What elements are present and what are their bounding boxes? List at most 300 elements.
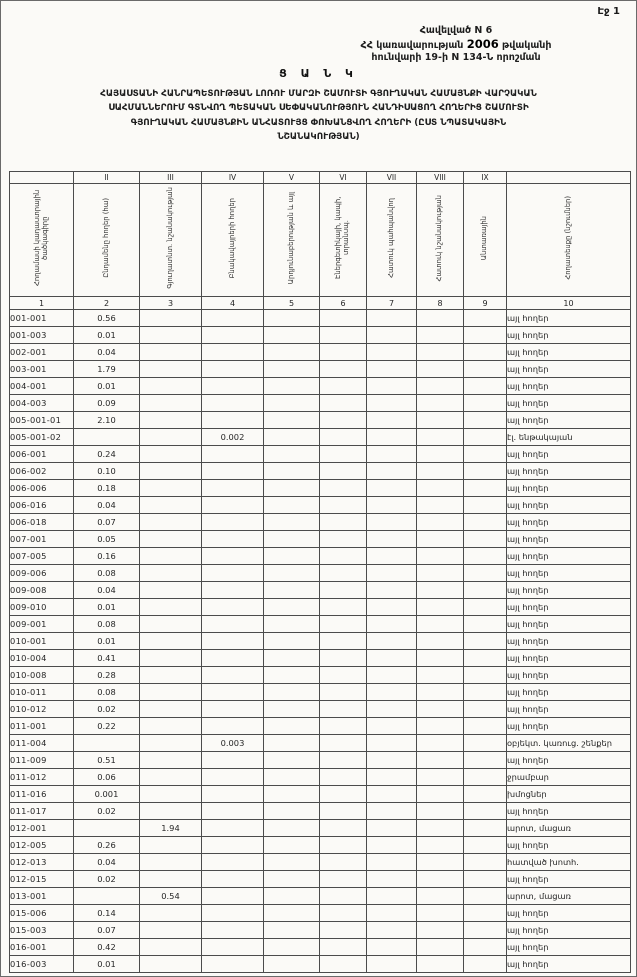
land-use-cell: այլ հողեր xyxy=(507,531,631,548)
area-value-cell xyxy=(140,412,202,429)
area-value-cell: 0.26 xyxy=(74,837,140,854)
area-value-cell xyxy=(464,327,507,344)
area-value-cell xyxy=(202,480,264,497)
area-value-cell xyxy=(417,497,464,514)
appendix-line: Հավելված N 6 xyxy=(419,25,493,36)
area-value-cell xyxy=(464,480,507,497)
area-value-cell xyxy=(367,718,417,735)
land-use-cell: այլ հողեր xyxy=(507,939,631,956)
area-value-cell xyxy=(417,531,464,548)
gov-line-post: թվականի xyxy=(502,39,552,51)
area-value-cell xyxy=(367,616,417,633)
column-header-cell xyxy=(202,184,264,297)
cadastral-code-cell: 015-006 xyxy=(10,905,74,922)
area-value-cell xyxy=(367,752,417,769)
area-value-cell xyxy=(140,871,202,888)
area-value-cell xyxy=(417,310,464,327)
area-value-cell xyxy=(140,429,202,446)
area-value-cell xyxy=(464,310,507,327)
land-use-cell: օբյեկտ. կառուց. շենքեր xyxy=(507,735,631,752)
area-value-cell xyxy=(202,684,264,701)
table-row xyxy=(10,820,631,837)
area-value-cell xyxy=(464,684,507,701)
table-row xyxy=(10,837,631,854)
area-value-cell xyxy=(320,463,367,480)
area-value-cell xyxy=(464,463,507,480)
land-use-cell: այլ հողեր xyxy=(507,922,631,939)
cadastral-code-cell: 004-003 xyxy=(10,395,74,412)
area-value-cell xyxy=(264,956,320,973)
column-header-cell xyxy=(74,184,140,297)
column-header-cell xyxy=(10,184,74,297)
area-value-cell xyxy=(320,888,367,905)
roman-numeral-cell: V xyxy=(264,172,320,184)
area-value-cell xyxy=(320,497,367,514)
table-row xyxy=(10,854,631,871)
area-value-cell: 0.09 xyxy=(74,395,140,412)
land-use-cell: էլ. ենթակայան xyxy=(507,429,631,446)
area-value-cell xyxy=(140,395,202,412)
area-value-cell xyxy=(140,854,202,871)
area-value-cell xyxy=(464,531,507,548)
area-value-cell xyxy=(417,395,464,412)
land-use-cell: այլ հողեր xyxy=(507,616,631,633)
area-value-cell xyxy=(264,429,320,446)
area-value-cell xyxy=(320,327,367,344)
column-header-label: Արդյունաբերության և այլ xyxy=(286,191,295,285)
area-value-cell xyxy=(140,786,202,803)
cadastral-code-cell: 011-016 xyxy=(10,786,74,803)
area-value-cell xyxy=(264,735,320,752)
column-header-label: Բնակավայրերի հողեր xyxy=(227,197,236,279)
land-use-cell: այլ հողեր xyxy=(507,650,631,667)
cadastral-code-cell: 009-006 xyxy=(10,565,74,582)
area-value-cell: 0.22 xyxy=(74,718,140,735)
area-value-cell xyxy=(264,854,320,871)
area-value-cell xyxy=(320,633,367,650)
area-value-cell xyxy=(74,735,140,752)
cadastral-code-cell: 011-009 xyxy=(10,752,74,769)
area-value-cell xyxy=(140,667,202,684)
area-value-cell xyxy=(140,463,202,480)
area-value-cell xyxy=(202,395,264,412)
area-value-cell xyxy=(367,888,417,905)
area-value-cell: 0.08 xyxy=(74,616,140,633)
area-value-cell xyxy=(320,531,367,548)
table-row xyxy=(10,412,631,429)
cadastral-code-cell: 016-001 xyxy=(10,939,74,956)
land-use-cell: այլ հողեր xyxy=(507,565,631,582)
land-use-cell: այլ հողեր xyxy=(507,395,631,412)
area-value-cell xyxy=(264,378,320,395)
area-value-cell xyxy=(417,837,464,854)
cadastral-code-cell: 003-001 xyxy=(10,361,74,378)
table-row xyxy=(10,939,631,956)
area-value-cell xyxy=(320,616,367,633)
area-value-cell xyxy=(140,599,202,616)
area-value-cell xyxy=(464,548,507,565)
area-value-cell xyxy=(417,650,464,667)
land-use-cell: այլ հողեր xyxy=(507,344,631,361)
area-value-cell xyxy=(367,854,417,871)
cadastral-code-cell: 012-001 xyxy=(10,820,74,837)
area-value-cell xyxy=(464,803,507,820)
area-value-cell: 0.04 xyxy=(74,854,140,871)
cadastral-code-cell: 012-013 xyxy=(10,854,74,871)
area-value-cell: 0.41 xyxy=(74,650,140,667)
table-row xyxy=(10,531,631,548)
cadastral-code-cell: 012-005 xyxy=(10,837,74,854)
area-value-cell xyxy=(202,667,264,684)
area-value-cell xyxy=(417,480,464,497)
area-value-cell xyxy=(202,803,264,820)
area-value-cell xyxy=(202,497,264,514)
area-value-cell xyxy=(140,344,202,361)
area-value-cell xyxy=(264,922,320,939)
area-value-cell xyxy=(202,412,264,429)
area-value-cell xyxy=(264,650,320,667)
column-header-cell xyxy=(264,184,320,297)
cadastral-code-cell: 013-001 xyxy=(10,888,74,905)
area-value-cell xyxy=(140,327,202,344)
area-value-cell xyxy=(367,939,417,956)
area-value-cell xyxy=(202,582,264,599)
area-value-cell xyxy=(264,803,320,820)
area-value-cell xyxy=(320,344,367,361)
area-value-cell xyxy=(264,361,320,378)
area-value-cell xyxy=(202,820,264,837)
area-value-cell xyxy=(367,905,417,922)
area-value-cell xyxy=(464,599,507,616)
area-value-cell xyxy=(140,701,202,718)
area-value-cell xyxy=(264,871,320,888)
area-value-cell xyxy=(140,718,202,735)
area-value-cell: 0.28 xyxy=(74,667,140,684)
table-row xyxy=(10,633,631,650)
area-value-cell xyxy=(202,514,264,531)
area-value-cell xyxy=(417,599,464,616)
area-value-cell xyxy=(320,820,367,837)
area-value-cell xyxy=(320,480,367,497)
area-value-cell xyxy=(264,599,320,616)
area-value-cell xyxy=(417,633,464,650)
area-value-cell: 0.02 xyxy=(74,803,140,820)
land-use-cell: այլ հողեր xyxy=(507,327,631,344)
column-header-label: Հողամասի կադաստրային ծածկագիրը xyxy=(32,189,49,287)
area-value-cell xyxy=(320,871,367,888)
area-value-cell xyxy=(464,514,507,531)
roman-numeral-cell: VII xyxy=(367,172,417,184)
area-value-cell xyxy=(140,565,202,582)
cadastral-code-cell: 002-001 xyxy=(10,344,74,361)
area-value-cell xyxy=(464,667,507,684)
area-value-cell: 0.003 xyxy=(202,735,264,752)
cadastral-code-cell: 011-012 xyxy=(10,769,74,786)
area-value-cell xyxy=(202,548,264,565)
cadastral-code-cell: 004-001 xyxy=(10,378,74,395)
cadastral-code-cell: 006-002 xyxy=(10,463,74,480)
table-row xyxy=(10,429,631,446)
area-value-cell xyxy=(367,735,417,752)
table-row xyxy=(10,803,631,820)
column-header-label: Հատուկ նշանակության xyxy=(435,194,444,282)
land-use-cell: այլ հողեր xyxy=(507,633,631,650)
area-value-cell xyxy=(464,752,507,769)
area-value-cell xyxy=(464,395,507,412)
area-value-cell xyxy=(417,871,464,888)
area-value-cell: 1.79 xyxy=(74,361,140,378)
table-row xyxy=(10,888,631,905)
area-value-cell xyxy=(367,837,417,854)
area-value-cell xyxy=(140,480,202,497)
area-value-cell xyxy=(264,463,320,480)
area-value-cell xyxy=(320,310,367,327)
area-value-cell xyxy=(264,837,320,854)
table-row xyxy=(10,735,631,752)
area-value-cell xyxy=(264,565,320,582)
table-row xyxy=(10,956,631,973)
cadastral-code-cell: 006-018 xyxy=(10,514,74,531)
area-value-cell xyxy=(264,633,320,650)
area-value-cell xyxy=(202,718,264,735)
cadastral-code-cell: 011-001 xyxy=(10,718,74,735)
area-value-cell xyxy=(202,616,264,633)
area-value-cell xyxy=(140,531,202,548)
area-value-cell xyxy=(202,939,264,956)
area-value-cell xyxy=(202,463,264,480)
land-use-cell: այլ հողեր xyxy=(507,752,631,769)
area-value-cell xyxy=(464,956,507,973)
area-value-cell xyxy=(417,684,464,701)
area-value-cell xyxy=(367,344,417,361)
land-use-cell: այլ հողեր xyxy=(507,582,631,599)
area-value-cell xyxy=(417,820,464,837)
area-value-cell xyxy=(320,395,367,412)
table-row xyxy=(10,480,631,497)
area-value-cell xyxy=(264,480,320,497)
table-row xyxy=(10,667,631,684)
roman-numeral-cell xyxy=(507,172,631,184)
area-value-cell xyxy=(417,412,464,429)
area-value-cell xyxy=(140,905,202,922)
area-value-cell xyxy=(367,310,417,327)
area-value-cell xyxy=(417,803,464,820)
area-value-cell xyxy=(417,939,464,956)
area-value-cell xyxy=(320,701,367,718)
land-use-cell: այլ հողեր xyxy=(507,667,631,684)
area-value-cell xyxy=(417,718,464,735)
land-use-cell: այլ հողեր xyxy=(507,684,631,701)
area-value-cell xyxy=(464,378,507,395)
cadastral-code-cell: 010-004 xyxy=(10,650,74,667)
area-value-cell xyxy=(464,820,507,837)
table-row xyxy=(10,548,631,565)
table-row xyxy=(10,310,631,327)
column-header-cell xyxy=(367,184,417,297)
gov-line-pre: ՀՀ կառավարության xyxy=(360,39,464,51)
land-use-cell: խմոցներ xyxy=(507,786,631,803)
subtitle-line-3: ԳՅՈՒՂԱԿԱՆ ՀԱՄԱՅՆՔԻՆ ԱՆՀԱՏՈՒՅՑ ՓՈԽԱՆՑՎՈՂ ՀՈՂԵՐԻ (ԸՍՏ ՆՊԱՏԱԿԱՅԻՆ xyxy=(130,117,507,128)
column-header-label: Ընդամենը հողեր (հա) xyxy=(101,198,110,278)
area-value-cell: 0.06 xyxy=(74,769,140,786)
area-value-cell xyxy=(320,667,367,684)
table-row xyxy=(10,650,631,667)
area-value-cell: 0.56 xyxy=(74,310,140,327)
area-value-cell xyxy=(140,922,202,939)
area-value-cell xyxy=(140,956,202,973)
area-value-cell xyxy=(417,446,464,463)
table-row xyxy=(10,565,631,582)
area-value-cell xyxy=(417,667,464,684)
area-value-cell xyxy=(202,327,264,344)
area-value-cell: 0.51 xyxy=(74,752,140,769)
area-value-cell xyxy=(264,718,320,735)
area-value-cell xyxy=(140,310,202,327)
cadastral-code-cell: 001-001 xyxy=(10,310,74,327)
area-value-cell xyxy=(367,480,417,497)
area-value-cell xyxy=(202,565,264,582)
column-header-cell xyxy=(140,184,202,297)
area-value-cell xyxy=(74,820,140,837)
cadastral-code-cell: 010-012 xyxy=(10,701,74,718)
table-row xyxy=(10,344,631,361)
roman-numeral-cell: III xyxy=(140,172,202,184)
area-value-cell: 0.01 xyxy=(74,956,140,973)
cadastral-code-cell: 015-003 xyxy=(10,922,74,939)
area-value-cell xyxy=(320,378,367,395)
area-value-cell xyxy=(464,582,507,599)
area-value-cell xyxy=(320,650,367,667)
area-value-cell xyxy=(264,514,320,531)
table-row xyxy=(10,497,631,514)
area-value-cell xyxy=(417,344,464,361)
column-header-label: Հողատեսքը (նշումներ) xyxy=(563,196,572,280)
area-value-cell xyxy=(202,361,264,378)
cadastral-code-cell: 010-008 xyxy=(10,667,74,684)
cadastral-code-cell: 006-016 xyxy=(10,497,74,514)
area-value-cell xyxy=(202,752,264,769)
area-value-cell xyxy=(140,582,202,599)
area-value-cell: 0.07 xyxy=(74,514,140,531)
land-use-cell: այլ հողեր xyxy=(507,361,631,378)
area-value-cell xyxy=(320,922,367,939)
area-value-cell: 0.14 xyxy=(74,905,140,922)
area-value-cell xyxy=(367,786,417,803)
area-value-cell xyxy=(140,752,202,769)
subtitle-line-2: ՍԱՀՄԱՆՆԵՐՈՒՄ ԳՏՆՎՈՂ ՊԵՏԱԿԱՆ ՍԵՓԱԿԱՆՈՒԹՅՈՒՆ ՀԱՆԴԻՍԱՑՈՂ ՀՈՂԵՐԻՑ ՇԱՄՈՒՏԻ xyxy=(108,103,529,114)
area-value-cell xyxy=(320,854,367,871)
area-value-cell xyxy=(367,582,417,599)
land-use-cell: այլ հողեր xyxy=(507,446,631,463)
area-value-cell: 0.10 xyxy=(74,463,140,480)
area-value-cell xyxy=(367,820,417,837)
area-value-cell xyxy=(464,429,507,446)
roman-numeral-cell: II xyxy=(74,172,140,184)
table-row xyxy=(10,786,631,803)
land-use-cell: այլ հողեր xyxy=(507,803,631,820)
area-value-cell xyxy=(367,463,417,480)
column-header-cell xyxy=(320,184,367,297)
cadastral-code-cell: 001-003 xyxy=(10,327,74,344)
area-value-cell xyxy=(367,412,417,429)
area-value-cell xyxy=(367,650,417,667)
land-use-cell: արոտ, մացառ xyxy=(507,888,631,905)
land-use-cell: ջրամբար xyxy=(507,769,631,786)
area-value-cell xyxy=(320,565,367,582)
table-row xyxy=(10,463,631,480)
table-row xyxy=(10,395,631,412)
area-value-cell xyxy=(417,582,464,599)
cadastral-code-cell: 009-001 xyxy=(10,616,74,633)
cadastral-code-cell: 010-011 xyxy=(10,684,74,701)
area-value-cell: 0.54 xyxy=(140,888,202,905)
area-value-cell xyxy=(320,939,367,956)
land-use-cell: այլ հողեր xyxy=(507,599,631,616)
area-value-cell xyxy=(264,820,320,837)
area-value-cell: 0.01 xyxy=(74,378,140,395)
area-value-cell: 0.16 xyxy=(74,548,140,565)
area-value-cell xyxy=(140,616,202,633)
column-number-cell: 10 xyxy=(507,297,631,310)
area-value-cell: 0.02 xyxy=(74,701,140,718)
area-value-cell xyxy=(417,327,464,344)
roman-numeral-cell: VI xyxy=(320,172,367,184)
land-use-cell: այլ հողեր xyxy=(507,956,631,973)
table-row xyxy=(10,446,631,463)
roman-numeral-cell: IV xyxy=(202,172,264,184)
area-value-cell xyxy=(367,922,417,939)
area-value-cell xyxy=(417,922,464,939)
area-value-cell xyxy=(367,514,417,531)
area-value-cell xyxy=(140,939,202,956)
area-value-cell xyxy=(464,735,507,752)
area-value-cell xyxy=(202,888,264,905)
area-value-cell xyxy=(417,905,464,922)
land-use-cell: այլ հողեր xyxy=(507,701,631,718)
subtitle-line-4: ՆՇԱՆԱԿՈՒԹՅԱՆ) xyxy=(277,131,360,142)
land-use-cell: հատված խոտհ. xyxy=(507,854,631,871)
area-value-cell xyxy=(202,956,264,973)
area-value-cell xyxy=(417,769,464,786)
table-row xyxy=(10,701,631,718)
area-value-cell xyxy=(320,786,367,803)
column-number-cell: 6 xyxy=(320,297,367,310)
area-value-cell xyxy=(140,446,202,463)
area-value-cell xyxy=(367,565,417,582)
area-value-cell xyxy=(417,752,464,769)
area-value-cell xyxy=(74,429,140,446)
area-value-cell xyxy=(140,514,202,531)
area-value-cell xyxy=(417,854,464,871)
table-row xyxy=(10,769,631,786)
cadastral-code-cell: 009-008 xyxy=(10,582,74,599)
area-value-cell xyxy=(140,684,202,701)
area-value-cell xyxy=(264,888,320,905)
area-value-cell xyxy=(140,361,202,378)
column-number-cell: 2 xyxy=(74,297,140,310)
area-value-cell xyxy=(264,786,320,803)
area-value-cell xyxy=(367,327,417,344)
area-value-cell xyxy=(264,616,320,633)
cadastral-code-cell: 007-005 xyxy=(10,548,74,565)
column-number-cell: 7 xyxy=(367,297,417,310)
column-header-cell xyxy=(464,184,507,297)
area-value-cell xyxy=(140,769,202,786)
roman-numeral-cell: VIII xyxy=(417,172,464,184)
column-number-cell: 9 xyxy=(464,297,507,310)
table-row xyxy=(10,616,631,633)
subtitle-line-1: ՀԱՅԱՍՏԱՆԻ ՀԱՆՐԱՊԵՏՈՒԹՅԱՆ ԼՈՌՈՒ ՄԱՐԶԻ ՇԱՄՈՒՏԻ ԳՅՈՒՂԱԿԱՆ ՀԱՄԱՅՆՔԻ ՎԱՐՉԱԿԱՆ xyxy=(100,89,537,99)
